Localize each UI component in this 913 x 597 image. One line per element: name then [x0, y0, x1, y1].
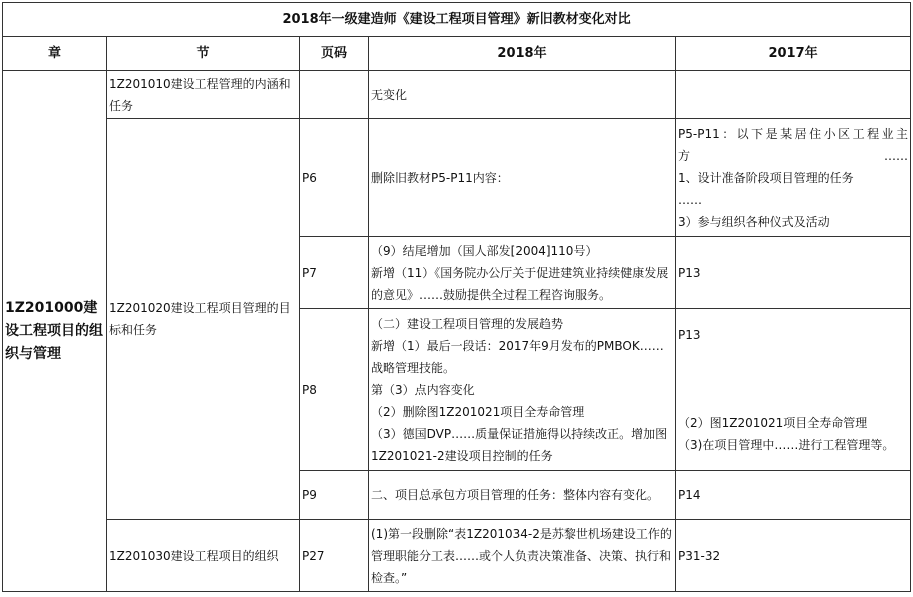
header-2018: 2018年: [369, 37, 676, 71]
content-line: 第（3）点内容变化: [371, 382, 475, 397]
content-line: （2）删除图1Z201021项目全寿命管理: [371, 404, 585, 419]
content-2017-cell: [676, 237, 911, 309]
content-line: P5-P11：以下是某居住小区工程业主方……: [678, 126, 909, 163]
table-title: 2018年一级建造师《建设工程项目管理》新旧教材变化对比: [3, 3, 911, 37]
content-2017-cell: [676, 520, 911, 592]
content-2018-cell: [369, 237, 676, 309]
section-cell: 1Z201030建设工程项目的组织: [107, 520, 300, 592]
content-line: （二）建设工程项目管理的发展趋势: [371, 316, 564, 331]
content-line: （9）结尾增加（国人部发[2004]110号）: [371, 243, 598, 258]
content-2018-cell: [369, 520, 676, 592]
content-2018-cell: [369, 471, 676, 520]
table-row: [3, 520, 911, 592]
table-row: [3, 119, 911, 237]
header-section: 节: [107, 37, 300, 71]
content-2018-cell: [369, 119, 676, 237]
content-line: （2）图1Z201021项目全寿命管理: [678, 415, 868, 430]
page-cell: P6: [300, 119, 369, 237]
page-cell: P7: [300, 237, 369, 309]
content-2018-cell: [369, 71, 676, 119]
content-2018-cell: [369, 309, 676, 471]
content-line: 3）参与组织各种仪式及活动: [678, 214, 830, 229]
content-line: P13: [678, 265, 701, 280]
header-page: 页码: [300, 37, 369, 71]
page-cell: P8: [300, 309, 369, 471]
header-chapter: 章: [3, 37, 107, 71]
content-2017-cell: [676, 119, 911, 237]
content-line: （3)在项目管理中……进行工程管理等。: [678, 437, 895, 452]
page-cell: P27: [300, 520, 369, 592]
chapter-cell: 1Z201000建设工程项目的组织与管理: [3, 71, 107, 592]
content-line: P13: [678, 327, 701, 342]
content-line: (1)第一段删除“表1Z201034-2是苏黎世机场建设工作的管理职能分工表……或个人负责决策准备、决策、执行和检查。”: [371, 526, 672, 585]
page-cell: [300, 71, 369, 119]
content-2017-cell: [676, 471, 911, 520]
content-line: 删除旧教材P5-P11内容：: [371, 170, 509, 185]
section-cell: 1Z201010建设工程管理的内涵和任务: [107, 71, 300, 119]
comparison-table: [2, 2, 911, 592]
content-line: 新增（11）《国务院办公厅关于促进建筑业持续健康发展的意见》……鼓励提供全过程工程咨询服务。: [371, 265, 669, 302]
content-2017-cell: [676, 71, 911, 119]
header-2017: 2017年: [676, 37, 911, 71]
table-row: [3, 71, 911, 119]
content-line: 二、项目总承包方项目管理的任务：整体内容有变化。: [371, 488, 660, 502]
content-line: P31-32: [678, 548, 721, 563]
content-line: 新增（1）最后一段话：2017年9月发布的PMBOK……战略管理技能。: [371, 338, 664, 375]
content-line: 1、设计准备阶段项目管理的任务: [678, 170, 854, 185]
page-cell: P9: [300, 471, 369, 520]
content-line: （3）德国DVP……质量保证措施得以持续改正。增加图1Z201021-2建设项目控制的任务: [371, 426, 668, 463]
section-cell: 1Z201020建设工程项目管理的目标和任务: [107, 119, 300, 520]
content-line: 无变化: [371, 87, 408, 102]
content-line: ……: [678, 192, 702, 207]
content-line: P14: [678, 488, 701, 502]
content-2017-cell: [676, 309, 911, 471]
